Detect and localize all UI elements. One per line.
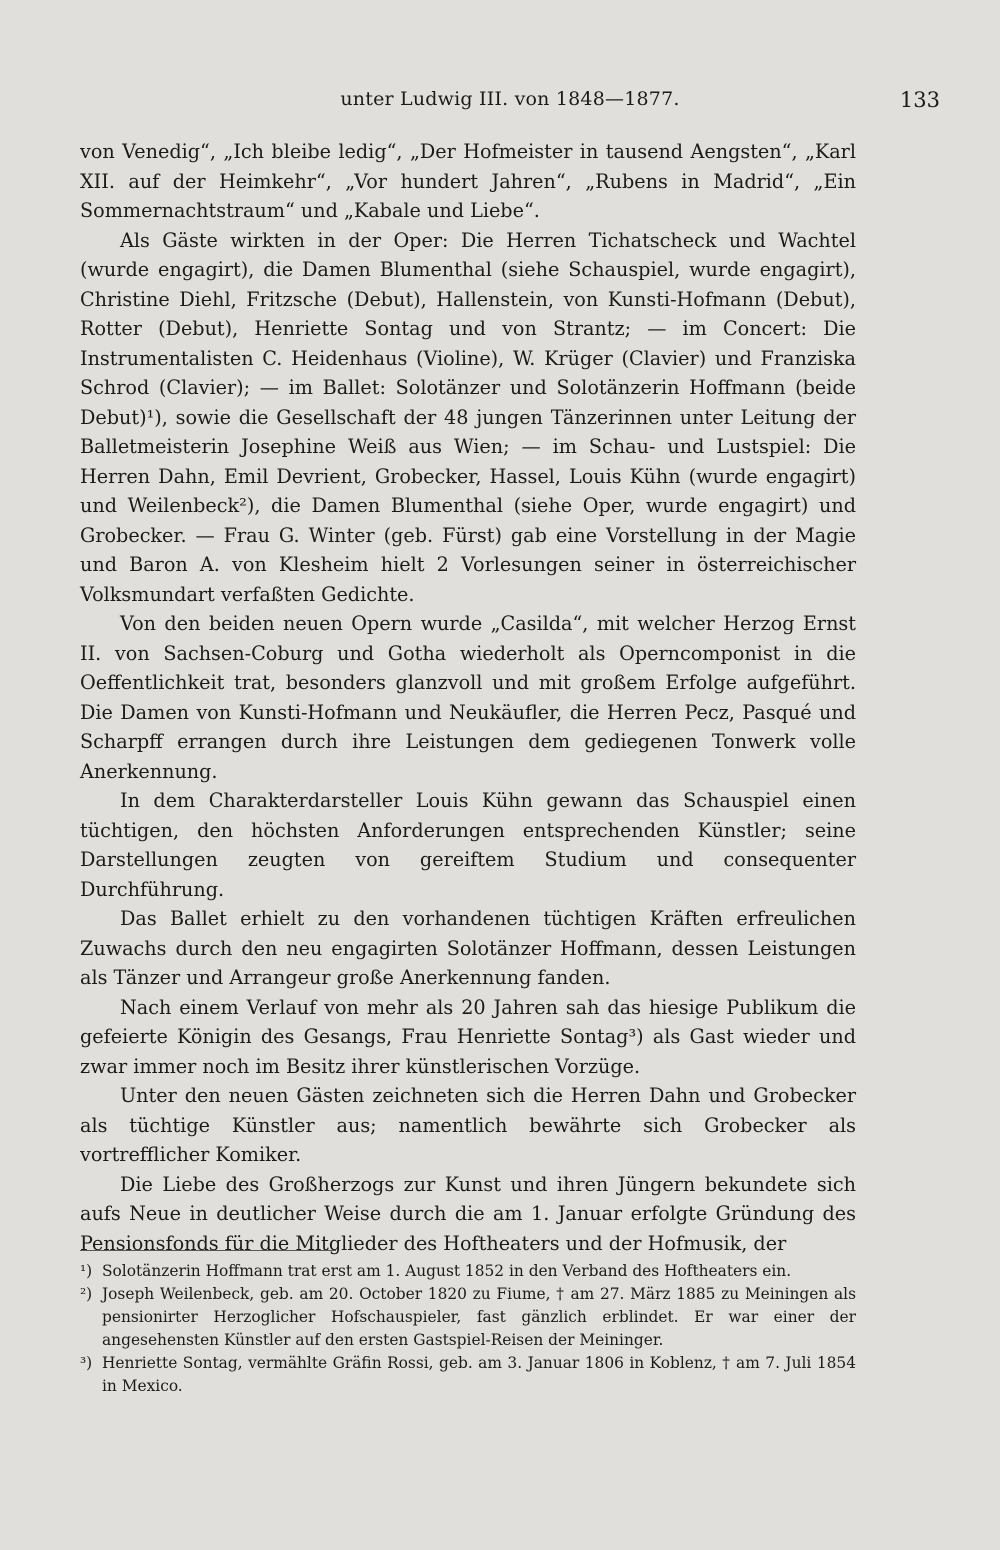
page-header xyxy=(80,88,940,118)
footnote-1 xyxy=(80,1260,856,1283)
footnote-text: Henriette Sontag, vermählte Gräfin Rossi, geb. am 3. Januar 1806 in Koblenz, † am 7. Juli 1854 in Mexico. xyxy=(102,1354,856,1395)
footnote-3 xyxy=(80,1352,856,1398)
paragraph-4: In dem Charakterdarsteller Louis Kühn gewann das Schauspiel einen tüchtigen, den höchsten Anforderungen entsprechenden Künstler; seine Darstellungen zeugten von gereiftem Studium und consequenter Durchführung. xyxy=(80,789,856,901)
page-number: 133 xyxy=(899,88,940,112)
footnote-text: Joseph Weilenbeck, geb. am 20. October 1820 zu Fiume, † am 27. März 1885 zu Meiningen als pensionirter Herzoglicher Hofschauspieler, fast gänzlich erblindet. Er war einer der angesehensten Künstler auf den ersten Gastspiel-Reisen der Meininger. xyxy=(102,1285,856,1349)
paragraph-3: Von den beiden neuen Opern wurde „Casilda“, mit welcher Herzog Ernst II. von Sachsen-Coburg und Gotha wiederholt als Operncomponist in die Oeffentlichkeit trat, besonders glanzvoll und mit großem Erfolge aufgeführt. Die Damen von Kunsti-Hofmann und Neukäufler, die Herren Pecz, Pasqué und Scharpff errangen durch ihre Leistungen dem gediegenen Tonwerk volle Anerkennung. xyxy=(80,612,856,783)
footnote-mark: ²) xyxy=(80,1285,93,1303)
paragraph-5: Das Ballet erhielt zu den vorhandenen tüchtigen Kräften erfreulichen Zuwachs durch den neu engagirten Solotänzer Hoffmann, dessen Leistungen als Tänzer und Arrangeur große Anerkennung fanden. xyxy=(80,907,856,989)
running-head: unter Ludwig III. von 1848—1877. xyxy=(340,88,680,110)
footnote-mark: ¹) xyxy=(80,1262,93,1280)
body-text xyxy=(80,137,856,1258)
paragraph-6: Nach einem Verlauf von mehr als 20 Jahren sah das hiesige Publikum die gefeierte Königin des Gesangs, Frau Henriette Sontag³) als Gast wieder und zwar immer noch im Besitz ihrer künstlerischen Vorzüge. xyxy=(80,995,856,1078)
footnote-2 xyxy=(80,1283,856,1352)
paragraph-1: von Venedig“, „Ich bleibe ledig“, „Der Hofmeister in tausend Aengsten“, „Karl XII. auf der Heimkehr“, „Vor hundert Jahren“, „Rubens in Madrid“, „Ein Sommernachtstraum“ und „Kabale und Liebe“. xyxy=(80,140,856,222)
paragraph-2: Als Gäste wirkten in der Oper: Die Herren Tichatscheck und Wachtel (wurde engagirt), die Damen Blumenthal (siehe Schauspiel, wurde engagirt), Christine Diehl, Fritzsche (Debut), Hallenstein, von Kunsti-Hofmann (Debut), Rotter (Debut), Henriette Sontag und von Strantz; — im Concert: Die Instrumentalisten C. Heidenhaus (Violine), W. Krüger (Clavier) und Franziska Schrod (Clavier); — im Ballet: Solotänzer und Solotänzerin Hoffmann (beide Debut)¹), sowie die Gesellschaft der 48 jungen Tänzerinnen unter Leitung der Balletmeisterin Josephine Weiß aus Wien; — im Schau- und Lustspiel: Die Herren Dahn, Emil Devrient, Grobecker, Hassel, Louis Kühn (wurde engagirt) und Weilenbeck²), die Damen Blumenthal (siehe Oper, wurde engagirt) und Grobecker. — Frau G. Winter (geb. Fürst) gab eine Vorstellung in der Magie und Baron A. von Klesheim hielt 2 Vorlesungen seiner in österreichischer Volksmundart verfaßten Gedichte. xyxy=(80,228,856,606)
paragraph-8: Die Liebe des Großherzogs zur Kunst und ihren Jüngern bekundete sich aufs Neue in deutlicher Weise durch die am 1. Januar erfolgte Gründung des Pensionsfonds für die Mitglieder des Hoftheaters und der Hofmusik, der xyxy=(80,1172,856,1255)
footnotes xyxy=(80,1260,856,1398)
footnote-text: Solotänzerin Hoffmann trat erst am 1. August 1852 in den Verband des Hoftheaters ein. xyxy=(102,1262,792,1280)
paragraph-7: Unter den neuen Gästen zeichneten sich die Herren Dahn und Grobecker als tüchtige Künstler aus; namentlich bewährte sich Grobecker als vortrefflicher Komiker. xyxy=(80,1084,856,1166)
footnote-divider xyxy=(80,1250,336,1251)
footnote-mark: ³) xyxy=(80,1354,93,1372)
